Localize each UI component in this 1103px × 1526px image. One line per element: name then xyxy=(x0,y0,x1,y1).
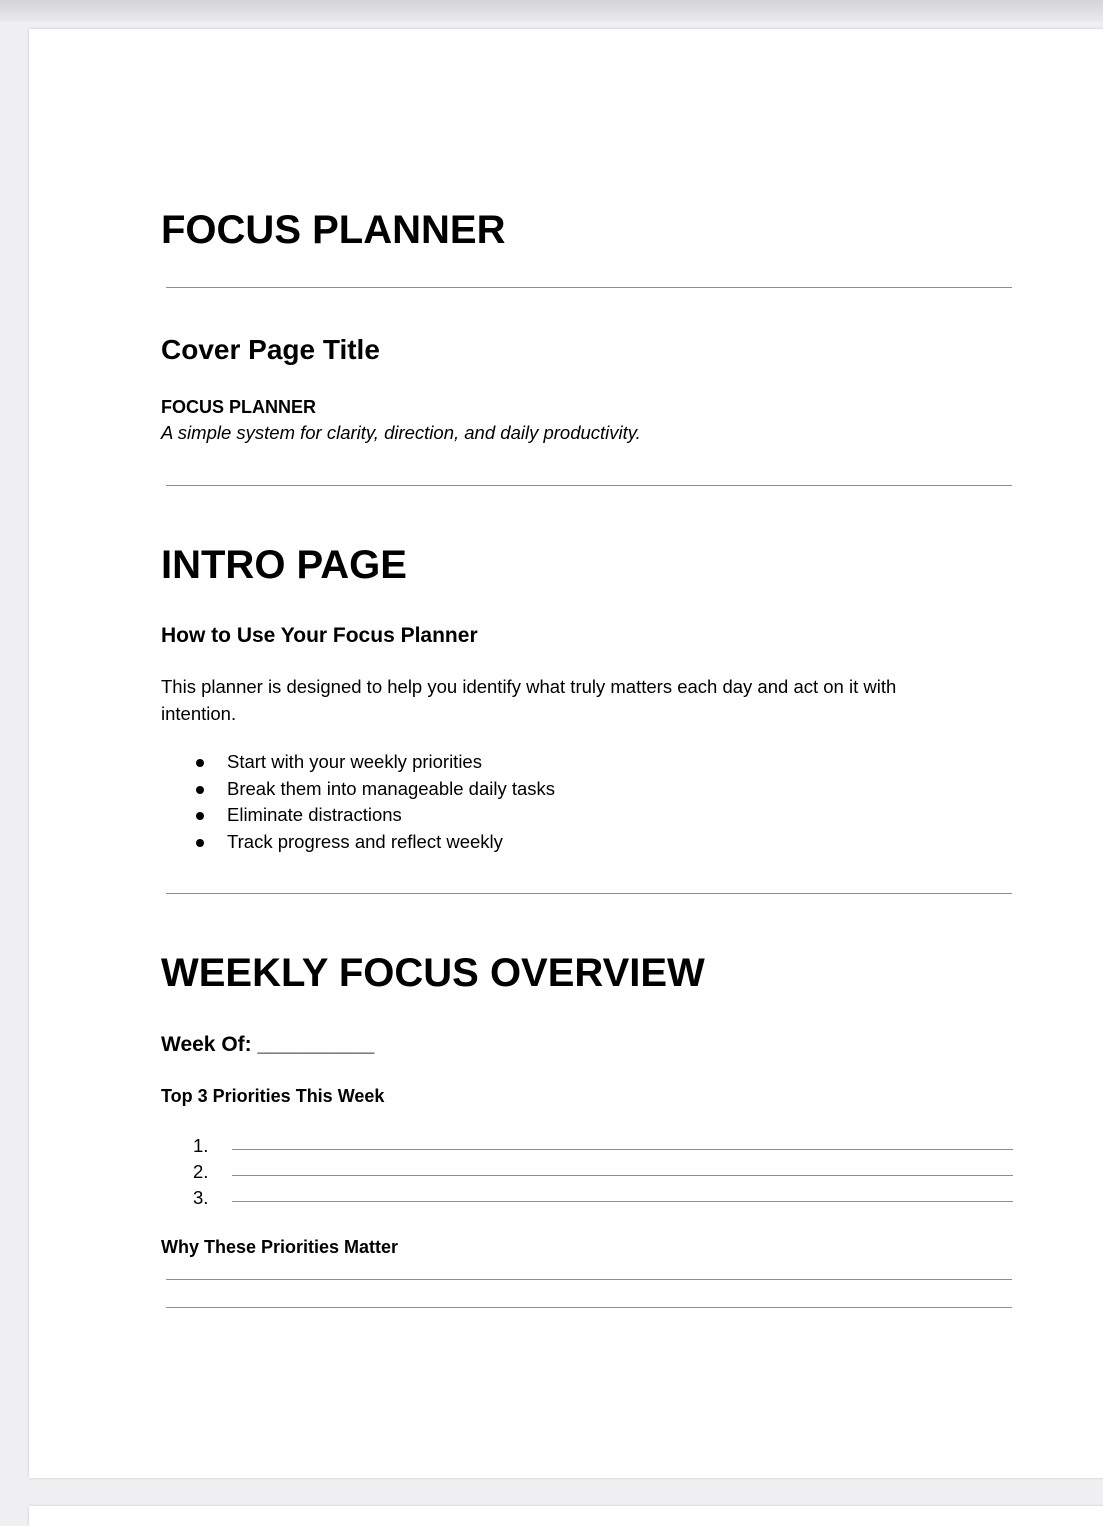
divider xyxy=(166,485,1012,486)
document-title: FOCUS PLANNER xyxy=(161,208,506,252)
priority-row-3 xyxy=(193,1185,1013,1211)
bullet-icon xyxy=(196,786,204,794)
priority-number: 3. xyxy=(193,1187,209,1208)
list-item: Start with your weekly priorities xyxy=(194,749,555,776)
intro-bullet-list xyxy=(194,749,555,855)
list-item: Break them into manageable daily tasks xyxy=(194,776,555,803)
list-item: Track progress and reflect weekly xyxy=(194,829,555,856)
next-page-edge xyxy=(29,1506,1103,1526)
week-of-field: Week Of: __________ xyxy=(161,1033,375,1056)
writing-line xyxy=(166,1279,1012,1280)
cover-tagline: A simple system for clarity, direction, and daily productivity. xyxy=(161,422,641,443)
priority-row-2 xyxy=(193,1159,1013,1185)
intro-paragraph-line-1: This planner is designed to help you identify what truly matters each day and act on it with xyxy=(161,676,897,697)
priority-number: 2. xyxy=(193,1161,209,1182)
writing-line xyxy=(166,1307,1012,1308)
cover-heading: Cover Page Title xyxy=(161,334,380,365)
priority-number: 1. xyxy=(193,1135,209,1156)
weekly-heading: WEEKLY FOCUS OVERVIEW xyxy=(161,951,705,995)
priority-row-1 xyxy=(193,1133,1013,1159)
intro-heading: INTRO PAGE xyxy=(161,543,407,587)
priority-writing-line xyxy=(232,1175,1013,1176)
priority-writing-line xyxy=(232,1201,1013,1202)
why-heading: Why These Priorities Matter xyxy=(161,1237,399,1257)
intro-paragraph-line-2: intention. xyxy=(161,703,237,724)
bullet-icon xyxy=(196,759,204,767)
bullet-icon xyxy=(196,812,204,820)
divider xyxy=(166,893,1012,894)
cover-name: FOCUS PLANNER xyxy=(161,397,317,417)
divider xyxy=(166,287,1012,288)
priorities-heading: Top 3 Priorities This Week xyxy=(161,1086,385,1106)
intro-subheading: How to Use Your Focus Planner xyxy=(161,624,478,647)
priority-writing-line xyxy=(232,1149,1013,1150)
window-top-edge xyxy=(0,0,1103,22)
list-item: Eliminate distractions xyxy=(194,802,555,829)
bullet-icon xyxy=(196,839,204,847)
